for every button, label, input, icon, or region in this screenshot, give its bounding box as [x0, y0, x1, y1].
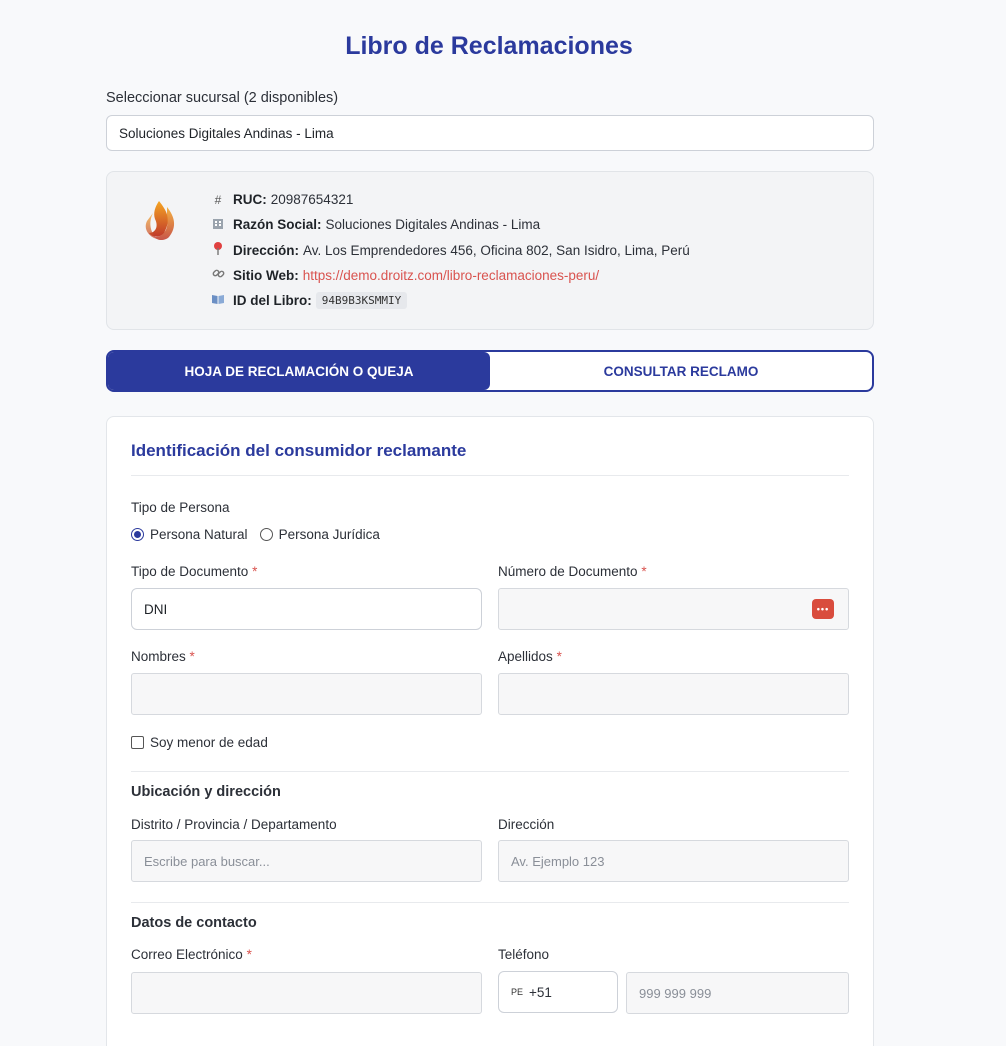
building-icon: [209, 217, 227, 232]
correo-input[interactable]: [131, 972, 482, 1014]
numero-documento-label-text: Número de Documento: [498, 564, 638, 579]
libro-id-row: [209, 292, 407, 309]
contacto-title: Datos de contacto: [131, 915, 257, 931]
nombres-label: [131, 649, 195, 664]
radio-persona-natural[interactable]: [131, 527, 248, 542]
required-mark: *: [246, 947, 252, 962]
direccion-field-label: Dirección: [498, 817, 555, 832]
tabs: [106, 350, 874, 392]
divider: [131, 475, 849, 476]
flame-logo-icon: [141, 197, 181, 245]
tipo-persona-label: Tipo de Persona: [131, 500, 230, 515]
menor-edad-checkbox[interactable]: [131, 735, 268, 750]
telefono-label: Teléfono: [498, 947, 550, 962]
book-icon: [209, 294, 227, 308]
ruc-row: [209, 192, 353, 207]
razon-social-value: Soluciones Digitales Andinas - Lima: [325, 217, 541, 232]
menor-edad-label: Soy menor de edad: [150, 735, 268, 750]
telefono-placeholder: 999 999 999: [639, 985, 712, 1001]
page-title: Libro de Reclamaciones: [345, 32, 633, 60]
link-icon: [209, 267, 227, 283]
direccion-placeholder: Av. Ejemplo 123: [511, 853, 605, 869]
tipo-documento-select[interactable]: [131, 588, 482, 630]
tipo-documento-value: DNI: [144, 601, 168, 617]
ruc-value: 20987654321: [270, 192, 354, 207]
divider: [131, 771, 849, 772]
pin-icon: [209, 242, 227, 258]
radio-checked-icon: [131, 528, 144, 541]
radio-unchecked-icon: [260, 528, 273, 541]
libro-id-label: ID del Libro:: [233, 293, 312, 308]
tab-consultar-reclamo[interactable]: CONSULTAR RECLAMO: [603, 363, 759, 379]
password-manager-icon[interactable]: •••: [812, 599, 834, 619]
required-mark: *: [641, 564, 647, 579]
apellidos-label-text: Apellidos: [498, 649, 553, 664]
correo-label-text: Correo Electrónico: [131, 947, 243, 962]
numero-documento-input[interactable]: [498, 588, 849, 630]
country-flag-icon: PE: [511, 987, 524, 997]
hash-icon: #: [214, 192, 222, 207]
company-info-card: [106, 171, 874, 330]
required-mark: *: [556, 649, 562, 664]
complaint-form: [106, 416, 874, 1046]
radio-persona-juridica[interactable]: [260, 527, 380, 542]
branch-select[interactable]: [106, 115, 874, 151]
radio-persona-juridica-label: Persona Jurídica: [278, 527, 380, 542]
apellidos-label: [498, 649, 562, 664]
phone-code: +51: [529, 984, 552, 1000]
section-title-identificacion: Identificación del consumidor reclamante: [131, 441, 467, 460]
required-mark: *: [189, 649, 195, 664]
tab-hoja-reclamacion[interactable]: HOJA DE RECLAMACIÓN O QUEJA: [108, 352, 490, 390]
branch-select-value: Soluciones Digitales Andinas - Lima: [119, 125, 334, 141]
sitio-web-link[interactable]: https://demo.droitz.com/libro-reclamaciones-peru/: [302, 267, 600, 283]
nombres-input[interactable]: [131, 673, 482, 715]
tipo-documento-label: [131, 564, 257, 579]
direccion-row: [209, 242, 690, 258]
radio-persona-natural-label: Persona Natural: [150, 527, 248, 542]
razon-social-label: Razón Social:: [233, 217, 322, 232]
distrito-input[interactable]: [131, 840, 482, 882]
correo-label: [131, 947, 252, 962]
direccion-input[interactable]: [498, 840, 849, 882]
numero-documento-label: [498, 564, 647, 579]
razon-social-row: [209, 217, 540, 232]
ubicacion-title: Ubicación y dirección: [131, 784, 281, 800]
divider: [131, 902, 849, 903]
nombres-label-text: Nombres: [131, 649, 186, 664]
tipo-persona-radio-group: [131, 527, 392, 542]
distrito-label: Distrito / Provincia / Departamento: [131, 817, 337, 832]
tipo-documento-label-text: Tipo de Documento: [131, 564, 249, 579]
direccion-value: Av. Los Emprendedores 456, Oficina 802, San Isidro, Lima, Perú: [303, 242, 690, 258]
required-mark: *: [252, 564, 258, 579]
libro-id-value: 94B9B3KSMMIY: [316, 292, 407, 309]
branch-select-label: Seleccionar sucursal (2 disponibles): [106, 90, 339, 106]
sitio-web-row: [209, 267, 599, 283]
sitio-web-label: Sitio Web:: [233, 267, 299, 283]
checkbox-icon: [131, 736, 144, 749]
phone-country-select[interactable]: [498, 971, 618, 1013]
distrito-placeholder: Escribe para buscar...: [144, 853, 270, 869]
telefono-input[interactable]: [626, 972, 849, 1014]
direccion-label: Dirección:: [233, 242, 300, 258]
ruc-label: RUC:: [233, 192, 267, 207]
apellidos-input[interactable]: [498, 673, 849, 715]
